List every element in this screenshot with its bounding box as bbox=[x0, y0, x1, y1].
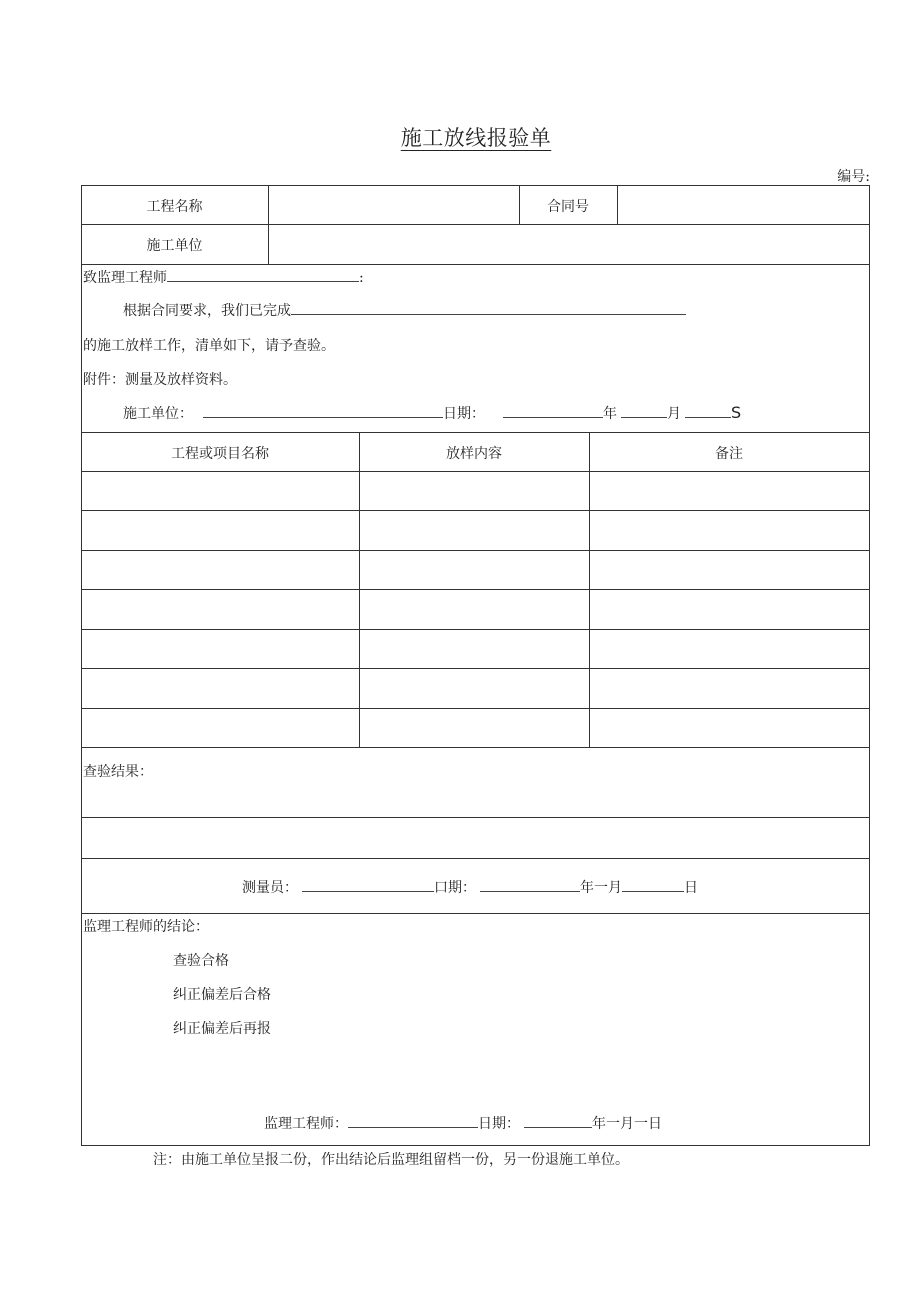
table-cell[interactable] bbox=[81, 561, 359, 579]
table-cell[interactable] bbox=[81, 640, 359, 658]
frame-top bbox=[81, 185, 870, 186]
inspection-day-blank[interactable] bbox=[622, 877, 684, 892]
table-cell[interactable] bbox=[589, 521, 869, 539]
option-passed[interactable]: 查验合格 bbox=[173, 953, 229, 969]
table-cell[interactable] bbox=[589, 482, 869, 500]
table-cell[interactable] bbox=[81, 719, 359, 737]
column-header-content: 放样内容 bbox=[446, 446, 502, 462]
table-cell[interactable] bbox=[589, 679, 869, 697]
contractor-sign-blank[interactable] bbox=[203, 403, 443, 418]
conclusion-year-blank[interactable] bbox=[524, 1113, 592, 1128]
attachment-line: 附件：测量及放样资料。 bbox=[83, 372, 237, 388]
day-blank[interactable] bbox=[685, 403, 731, 418]
frame-left bbox=[81, 185, 82, 1146]
table-cell[interactable] bbox=[359, 640, 589, 658]
contractor-date-line: 施工单位： 日期： 年 月 S bbox=[123, 403, 742, 422]
option-passed-after-correction[interactable]: 纠正偏差后合格 bbox=[173, 987, 271, 1003]
table-cell[interactable] bbox=[359, 561, 589, 579]
frame-right bbox=[869, 185, 870, 1146]
table-cell[interactable] bbox=[589, 561, 869, 579]
table-cell[interactable] bbox=[359, 521, 589, 539]
project-name-label: 工程名称 bbox=[146, 199, 203, 215]
table-cell[interactable] bbox=[359, 482, 589, 500]
inspection-result-field[interactable] bbox=[83, 789, 867, 815]
table-cell[interactable] bbox=[359, 600, 589, 618]
table-cell[interactable] bbox=[81, 679, 359, 697]
month-blank[interactable] bbox=[621, 403, 667, 418]
letter-continuation: 的施工放样工作，清单如下，请予查验。 bbox=[83, 338, 335, 354]
engineer-sign-line: 监理工程师： 日期： 年一月一日 bbox=[264, 1113, 662, 1133]
inspection-result-label: 查验结果： bbox=[83, 764, 153, 780]
inspection-year-blank[interactable] bbox=[480, 877, 580, 892]
table-cell[interactable] bbox=[359, 719, 589, 737]
inspection-result-field-2[interactable] bbox=[83, 820, 867, 856]
column-header-item-name: 工程或项目名称 bbox=[171, 446, 269, 462]
to-engineer-line: 致监理工程师 : bbox=[83, 267, 364, 287]
table-cell[interactable] bbox=[589, 600, 869, 618]
table-cell[interactable] bbox=[359, 679, 589, 697]
table-cell[interactable] bbox=[81, 482, 359, 500]
engineer-name-blank[interactable] bbox=[167, 267, 359, 282]
table-cell[interactable] bbox=[81, 600, 359, 618]
serial-number-label: 编号: bbox=[837, 169, 870, 185]
to-engineer-prefix: 致监理工程师 bbox=[83, 270, 167, 286]
footnote: 注：由施工单位呈报二份，作出结论后监理组留档一份，另一份退施工单位。 bbox=[153, 1152, 629, 1168]
contractor-label: 施工单位 bbox=[146, 238, 203, 254]
frame-bottom bbox=[81, 1145, 870, 1146]
table-cell[interactable] bbox=[589, 640, 869, 658]
engineer-sign-blank[interactable] bbox=[348, 1113, 478, 1128]
completed-work-line: 根据合同要求，我们已完成 bbox=[123, 300, 686, 320]
year-blank[interactable] bbox=[503, 403, 603, 418]
form-title: 施工放线报验单 bbox=[400, 126, 552, 150]
column-header-remarks: 备注 bbox=[715, 446, 743, 462]
day-mark: S bbox=[731, 403, 742, 422]
completed-work-blank[interactable] bbox=[291, 300, 686, 315]
surveyor-blank[interactable] bbox=[302, 877, 434, 892]
contract-no-label: 合同号 bbox=[547, 199, 589, 215]
conclusion-label: 监理工程师的结论： bbox=[83, 919, 209, 935]
surveyor-line: 测量员： 口期： 年一月 日 bbox=[242, 877, 698, 897]
option-resubmit-after-correction[interactable]: 纠正偏差后再报 bbox=[173, 1021, 271, 1037]
table-cell[interactable] bbox=[81, 521, 359, 539]
table-cell[interactable] bbox=[589, 719, 869, 737]
